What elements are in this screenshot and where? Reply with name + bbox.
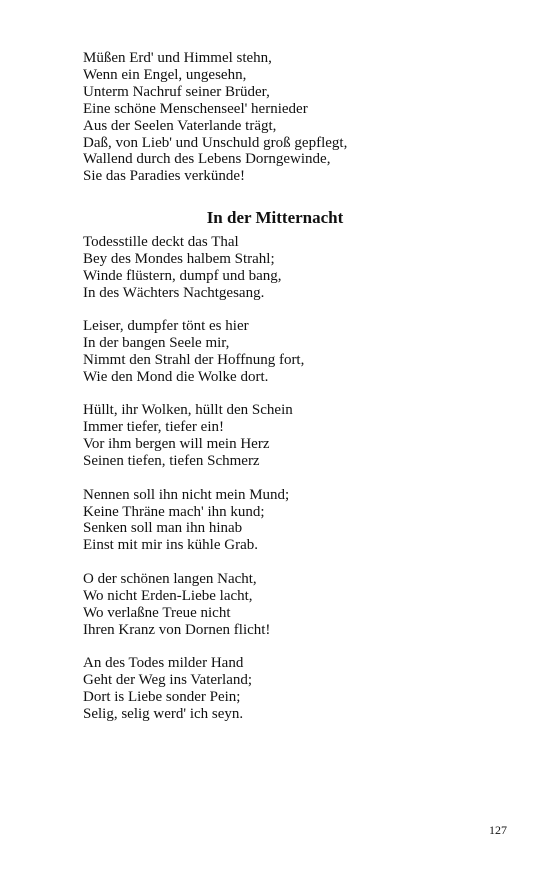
poem-line: Ihren Kranz von Dornen flicht! <box>83 621 271 638</box>
poem-line: In des Wächters Nachtgesang. <box>83 284 265 301</box>
poem-line: Nennen soll ihn nicht mein Mund; <box>83 486 290 503</box>
poem-line: Eine schöne Menschenseel' hernieder <box>83 100 308 117</box>
stanza-3 <box>83 402 503 470</box>
poem-line: Keine Thräne mach' ihn kund; <box>83 503 265 520</box>
poem-line: Vor ihm bergen will mein Herz <box>83 436 270 453</box>
stanza-1 <box>83 234 503 302</box>
poem-line: Wallend durch des Lebens Dorngewinde, <box>83 151 331 168</box>
poem-line: Geht der Weg ins Vaterland; <box>83 672 253 688</box>
poem-line: Leiser, dumpfer tönt es hier <box>83 318 249 335</box>
stanza-4 <box>83 487 503 555</box>
poem-line: In der bangen Seele mir, <box>83 335 230 352</box>
poem-line: Todesstille deckt das Thal <box>83 234 239 250</box>
poem-line: Wo verlaßne Treue nicht <box>83 604 231 621</box>
stanza-2 <box>83 318 503 386</box>
poem-line: Sie das Paradies verkünde! <box>83 168 246 185</box>
poem-line: Nimmt den Strahl der Hoffnung fort, <box>83 352 305 369</box>
poem-line: Senken soll man ihn hinab <box>83 520 243 537</box>
page-number: 127 <box>489 823 507 837</box>
stanza-5 <box>83 571 503 639</box>
poem-line: Winde flüstern, dumpf und bang, <box>83 267 282 284</box>
poem-line: Einst mit mir ins kühle Grab. <box>83 537 258 554</box>
poem-body <box>83 234 503 723</box>
poem-line: Hüllt, ihr Wolken, hüllt den Schein <box>83 402 293 419</box>
poem-line: Seinen tiefen, tiefen Schmerz <box>83 453 260 470</box>
poem-line: Selig, selig werd' ich seyn. <box>83 705 244 722</box>
poem-line: Unterm Nachruf seiner Brüder, <box>83 83 270 100</box>
poem-line: Aus der Seelen Vaterlande trägt, <box>83 117 277 134</box>
poem-line: O der schönen langen Nacht, <box>83 570 257 587</box>
poem-line: Dort is Liebe sonder Pein; <box>83 688 241 705</box>
poem-line: Wo nicht Erden-Liebe lacht, <box>83 587 253 604</box>
poem-line: Daß, von Lieb' und Unschuld groß gepflegt, <box>83 134 348 151</box>
poem-line: An des Todes milder Hand <box>83 655 244 672</box>
poem-line: Wie den Mond die Wolke dort. <box>83 368 269 385</box>
poem-line: Bey des Mondes halbem Strahl; <box>83 250 275 267</box>
poem-line: Müßen Erd' und Himmel stehn, <box>83 50 272 66</box>
poem-title: In der Mitternacht <box>206 208 344 227</box>
continued-poem-stanza <box>83 50 503 185</box>
stanza-6 <box>83 655 503 723</box>
poem-line: Wenn ein Engel, ungesehn, <box>83 66 247 83</box>
poem-line: Immer tiefer, tiefer ein! <box>83 419 224 436</box>
